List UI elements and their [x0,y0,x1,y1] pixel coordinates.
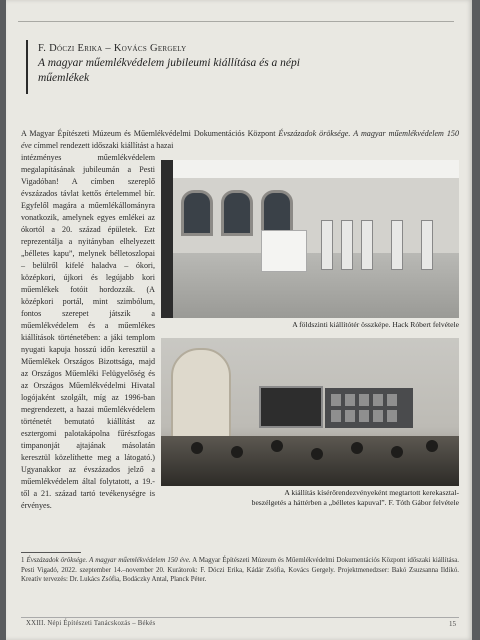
roundtable-photo [161,338,459,486]
footnote-rule [21,552,81,553]
footer-rule [21,617,459,618]
intro-paragraph [21,128,459,152]
footnote [21,556,459,585]
document-page [6,0,472,640]
footnote-marker: 1 [21,557,25,564]
main-column-text: intézményes műemlékvédelem megalapításának jubileumán a Pesti Vigadóban! A címben szereplő évszázados távlat kettős értelemmel bír. Egyfelől magára a műemlékállományra vonatkozik, amelynek egyes emlékei az ókortól a 20. század épületek. Ezt reprezentálja a nyitányban elhelyezett „bélletes kapu”, melynek bélletoszlopai – belülről kifelé haladva – ókori, középkori, újkori és legújabb kori műemlékek fotóit hordozzák. (A középkori portál, mint szimbólum, fontos szerepet játszik a műemlékvédelem és a műemlékes kiállítások történetében: a jáki templom nyugati kapuja hosszú időn keresztül a Műemlékek Országos Bizottsága, majd az Országos Műemléki Felügyelőség és az Országos Műemlékvédelmi Hivatal logójaként szolgált, míg az 1996-ban megrendezett, a hazai műemlékvédelem történetét bemutató kiállítást az esztergomi palotakápolna fűrészfogas timpanonját ajtajának másolatán keresztül közelíthette meg a látogató.) Ugyanakkor az évszázados jelző a műemlékvédelem által folytatott, a 19.-től a 21. század tartó tevékenységre is érvényes. [21,153,155,510]
title-accent-bar [26,40,28,94]
top-rule [18,21,454,22]
footnote-text: A Magyar Építészeti Múzeum és Műemlékvédelmi Dokumentációs Központ időszaki kiállítása. Pesti Vigadó, 2022. szeptember 14.–november 20. Kurátorok: F. Dóczi Erika, Kádár Zsófia, Kovács Gergely. Projektmenedzser: Bakó Zsuzsanna Ildikó. Kreatív tervezés: Dr. Lukács Zsófia, Bodáczky Antal, Planck Péter. [21,557,459,583]
running-footer: XXIII. Népi Építészeti Tanácskozás – Békés [26,620,156,627]
article-title: A magyar műemlékvédelem jubileumi kiállítása és a népi műemlékek [38,57,300,84]
exhibition-title-inline: Évszázadok öröksége. A magyar műemlékvédelem 150 éve [21,129,460,150]
footnote-title: Évszázadok öröksége. A magyar műemlékvédelem 150 éve. [26,557,191,564]
page-number: 15 [449,620,456,628]
photo1-caption: A földszinti kiállítótér összképe. Hack Róbert felvétele [292,320,459,329]
intro-text-a: A Magyar Építészeti Múzeum és Műemlékvédelmi Dokumentációs Központ [21,129,279,138]
exhibition-hall-photo [161,160,459,318]
intro-text-b: címmel rendezett időszaki kiállítást a hazai [31,141,174,150]
photo2-caption-line2: beszélgetés a háttérben a „bélletes kapuval”. F. Tóth Gábor felvétele [251,498,459,507]
article-authors: F. Dóczi Erika – Kovács Gergely [38,43,187,54]
photo2-caption-line1: A kiállítás kísérőrendezvényeként megtartott kerekasztal- [284,488,459,497]
photo2-caption [252,488,459,508]
